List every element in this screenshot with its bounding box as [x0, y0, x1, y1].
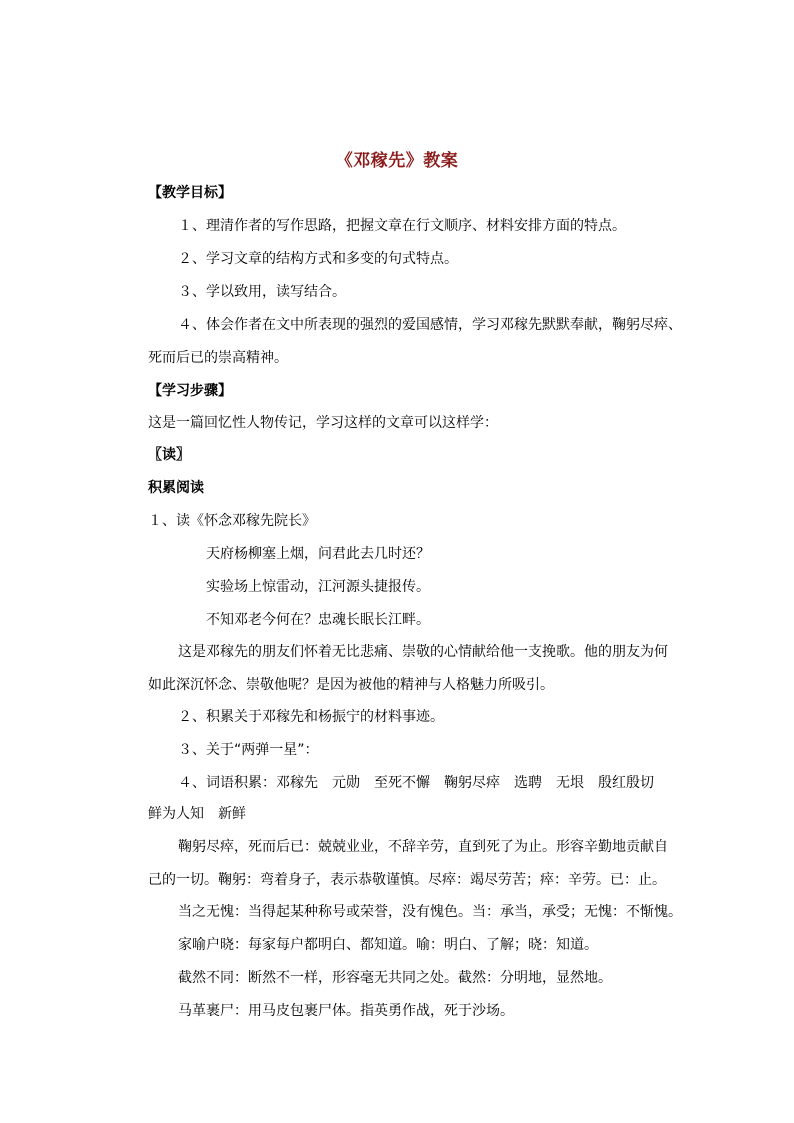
poem-comment-line-2: 如此深沉怀念、崇敬他呢？是因为被他的精神与人格魅力所吸引。 — [148, 677, 554, 693]
definition-line-4: 家喻户晓：每家每户都明白、都知道。喻：明白、了解；晓：知道。 — [178, 937, 598, 953]
vocab-term: 元勋 — [332, 775, 360, 791]
poem-comment-line-1: 这是邓稼先的朋友们怀着无比悲痛、崇敬的心情献给他一支挽歌。他的朋友为何 — [178, 644, 668, 660]
definition-line-6: 马革裹尸：用马皮包裹尸体。指英勇作战，死于沙场。 — [178, 1003, 514, 1019]
goal-item-4: ４、体会作者在文中所表现的强烈的爱国感情，学习邓稼先默默奉献，鞠躬尽瘁、 — [178, 317, 682, 333]
definition-line-3: 当之无愧：当得起某种称号或荣誉，没有愧色。当：承当，承受；无愧：不惭愧。 — [178, 904, 682, 920]
poem-line-1: 天府杨柳塞上烟，问君此去几时还？ — [206, 546, 430, 562]
vocabulary-row-1 — [178, 773, 654, 793]
reading-item-1: １、读《怀念邓稼先院长》 — [148, 513, 316, 529]
vocab-term: 无垠 — [556, 775, 584, 791]
vocab-term: 邓稼先 — [276, 775, 318, 791]
intro-paragraph: 这是一篇回忆性人物传记，学习这样的文章可以这样学： — [148, 415, 498, 431]
goal-item-4-continued: 死而后已的崇高精神。 — [148, 350, 288, 366]
goal-item-2: ２、学习文章的结构方式和多变的句式特点。 — [178, 251, 458, 267]
definition-line-2: 己的一切。鞠躬：弯着身子，表示恭敬谨慎。尽瘁：竭尽劳苦；瘁：辛劳。已：止。 — [148, 872, 666, 888]
poem-line-3: 不知邓老今何在？忠魂长眠长江畔。 — [206, 612, 430, 628]
definition-line-5: 截然不同：断然不一样，形容毫无共同之处。截然：分明地，显然地。 — [178, 970, 612, 986]
section-heading-goals: 【教学目标】 — [148, 185, 232, 201]
vocab-term: 殷红殷切 — [598, 775, 654, 791]
vocab-term: 新鲜 — [218, 806, 246, 822]
poem-line-2: 实验场上惊雷动，江河源头捷报传。 — [206, 579, 430, 595]
vocabulary-row-2 — [148, 804, 246, 824]
vocab-term: 选聘 — [514, 775, 542, 791]
document-title: 《邓稼先》教案 — [335, 151, 459, 171]
section-heading-read: 〖读〗 — [148, 447, 190, 463]
vocab-term: 至死不懈 — [374, 775, 430, 791]
reading-item-2: ２、积累关于邓稼先和杨振宁的材料事迹。 — [178, 709, 444, 725]
definition-line-1: 鞠躬尽瘁，死而后已：兢兢业业，不辞辛劳，直到死了为止。形容辛勤地贡献自 — [178, 839, 668, 855]
goal-item-3: ３、学以致用，读写结合。 — [178, 284, 346, 300]
section-heading-steps: 【学习步骤】 — [148, 383, 232, 399]
reading-item-3: ３、关于“两弹一星”： — [178, 742, 319, 758]
vocab-term: 鞠躬尽瘁 — [444, 775, 500, 791]
subsection-heading: 积累阅读 — [148, 480, 204, 496]
goal-item-1: １、理清作者的写作思路，把握文章在行文顺序、材料安排方面的特点。 — [178, 218, 626, 234]
vocabulary-label: ４、词语积累： — [178, 775, 276, 791]
vocab-term: 鲜为人知 — [148, 806, 204, 822]
